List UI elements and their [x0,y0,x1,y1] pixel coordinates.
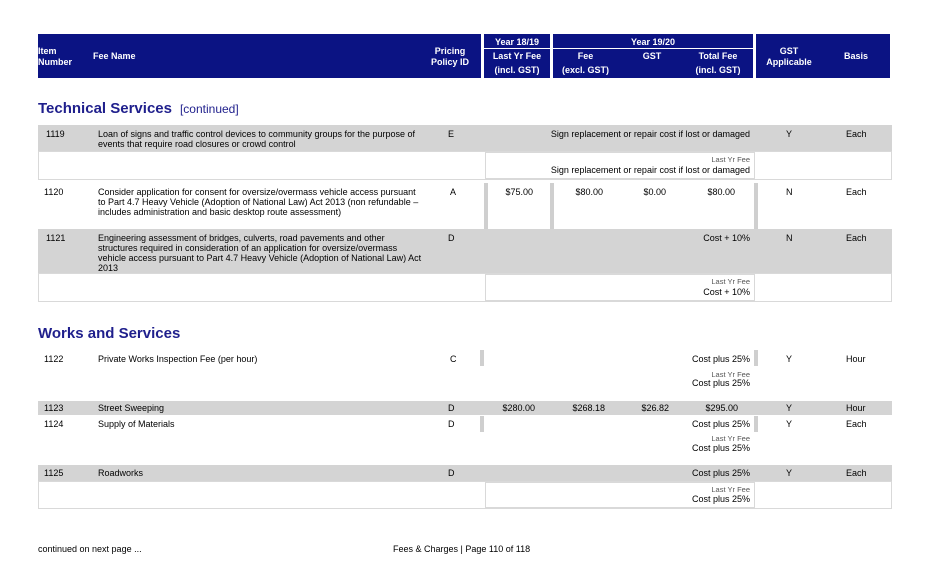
basis: Each [846,468,867,478]
fee-value: Cost plus 25% [691,419,750,429]
fee-name: Consider application for consent for oversize/overmass vehicle access pursuant to Part 4.7 Heavy Vehicle (Adoption of National Law) Act 2013 (non refundable – includes administration and basic desktop route assessment) [98,187,419,217]
gst-applicable: Y [786,468,793,478]
item-number: 1123 [44,403,64,413]
table-row-1122 [38,350,892,398]
table-row-1121-last-yr [38,273,892,302]
header-item-number: Item Number [38,46,73,67]
basis: Each [846,187,867,197]
header-fee-name: Fee Name [93,51,136,61]
table-row-1119-last-yr [38,151,892,180]
last-yr-label: Last Yr Fee [711,277,750,286]
policy-id: A [450,187,457,197]
fee-value: Cost plus 25% [691,468,750,478]
gst-applicable: N [786,187,793,197]
last-yr-fee: $280.00 [502,403,535,413]
basis: Hour [846,354,866,364]
fee-name: Roadworks [98,468,144,478]
last-yr-value: Cost plus 25% [691,443,750,453]
item-number: 1122 [44,354,64,364]
gst-applicable: Y [786,419,793,429]
policy-id: D [448,468,455,478]
header-total-fee: Total Fee [698,51,738,61]
fee-value: Cost plus 25% [691,354,750,364]
fee-name: Street Sweeping [98,403,165,413]
policy-id: E [448,129,455,139]
fee-value: Cost + 10% [703,233,750,243]
gst-amount: $26.82 [641,403,669,413]
header-fee: Fee [577,51,594,61]
footer-continued: continued on next page ... [38,544,142,554]
item-number: 1125 [44,468,64,478]
fee-name: Private Works Inspection Fee (per hour) [98,354,258,364]
gst-applicable: Y [786,354,793,364]
section-title-works: Works and Services [38,325,181,342]
policy-id: D [448,419,455,429]
item-number: 1120 [44,187,64,197]
policy-id: D [448,403,455,413]
policy-id: C [450,354,457,364]
basis: Hour [846,403,866,413]
header-gst-applicable: GST Applicable [766,46,812,67]
header-year-1819: Year 18/19 [494,37,540,47]
gst-amount: $0.00 [643,187,666,197]
header-basis: Basis [843,51,869,61]
fee-excl-gst: $268.18 [572,403,605,413]
gst-applicable: Y [786,129,793,139]
last-yr-value: Cost plus 25% [691,494,750,504]
fee-value: Sign replacement or repair cost if lost or damaged [550,129,750,139]
last-yr-value: Sign replacement or repair cost if lost or damaged [550,165,750,175]
last-yr-value: Cost plus 25% [691,378,750,388]
table-row-1120 [38,183,892,229]
total-fee: $80.00 [707,187,735,197]
item-number: 1124 [44,419,64,429]
basis: Each [846,233,867,243]
gst-applicable: N [786,233,793,243]
last-yr-value: Cost + 10% [703,287,750,297]
header-year-1920: Year 19/20 [630,37,676,47]
last-yr-fee: $75.00 [505,187,533,197]
header-pricing-policy: Pricing Policy ID [430,46,469,67]
header-incl-gst-2: (incl. GST) [695,65,741,75]
fee-name: Loan of signs and traffic control devices to community groups for the purpose of events that require road closures or crowd control [98,129,416,149]
header-last-yr-fee: Last Yr Fee [492,51,542,61]
total-fee: $295.00 [705,403,738,413]
table-row-1124 [38,416,892,464]
fee-name: Engineering assessment of bridges, culverts, road pavements and other structures required in consideration of an application for oversize/overmass vehicle access pursuant to Part 4.7 Heavy Vehicle (Adoption of National Law) Act 2013 [98,233,422,273]
last-yr-label: Last Yr Fee [711,485,750,494]
table-row-1125 [38,465,892,481]
basis: Each [846,129,867,139]
item-number: 1119 [46,129,65,139]
table-row-1121 [38,229,892,273]
section-title-technical: Technical Services [continued] [38,100,239,117]
table-row-1125-last-yr [38,481,892,509]
header-excl-gst: (excl. GST) [561,65,609,75]
item-number: 1121 [46,233,66,243]
table-row-1123 [38,401,892,415]
header-incl-gst-1: (incl. GST) [494,65,540,75]
basis: Each [846,419,867,429]
table-row-1119 [38,125,892,151]
fee-excl-gst: $80.00 [575,187,603,197]
gst-applicable: Y [786,403,793,413]
header-gst: GST [642,51,662,61]
fee-name: Supply of Materials [98,419,175,429]
footer-page-number: Fees & Charges | Page 110 of 118 [393,544,531,554]
policy-id: D [448,233,455,243]
last-yr-label: Last Yr Fee [711,370,750,379]
last-yr-label: Last Yr Fee [711,155,750,164]
table-header [38,34,890,78]
last-yr-label: Last Yr Fee [711,434,750,443]
